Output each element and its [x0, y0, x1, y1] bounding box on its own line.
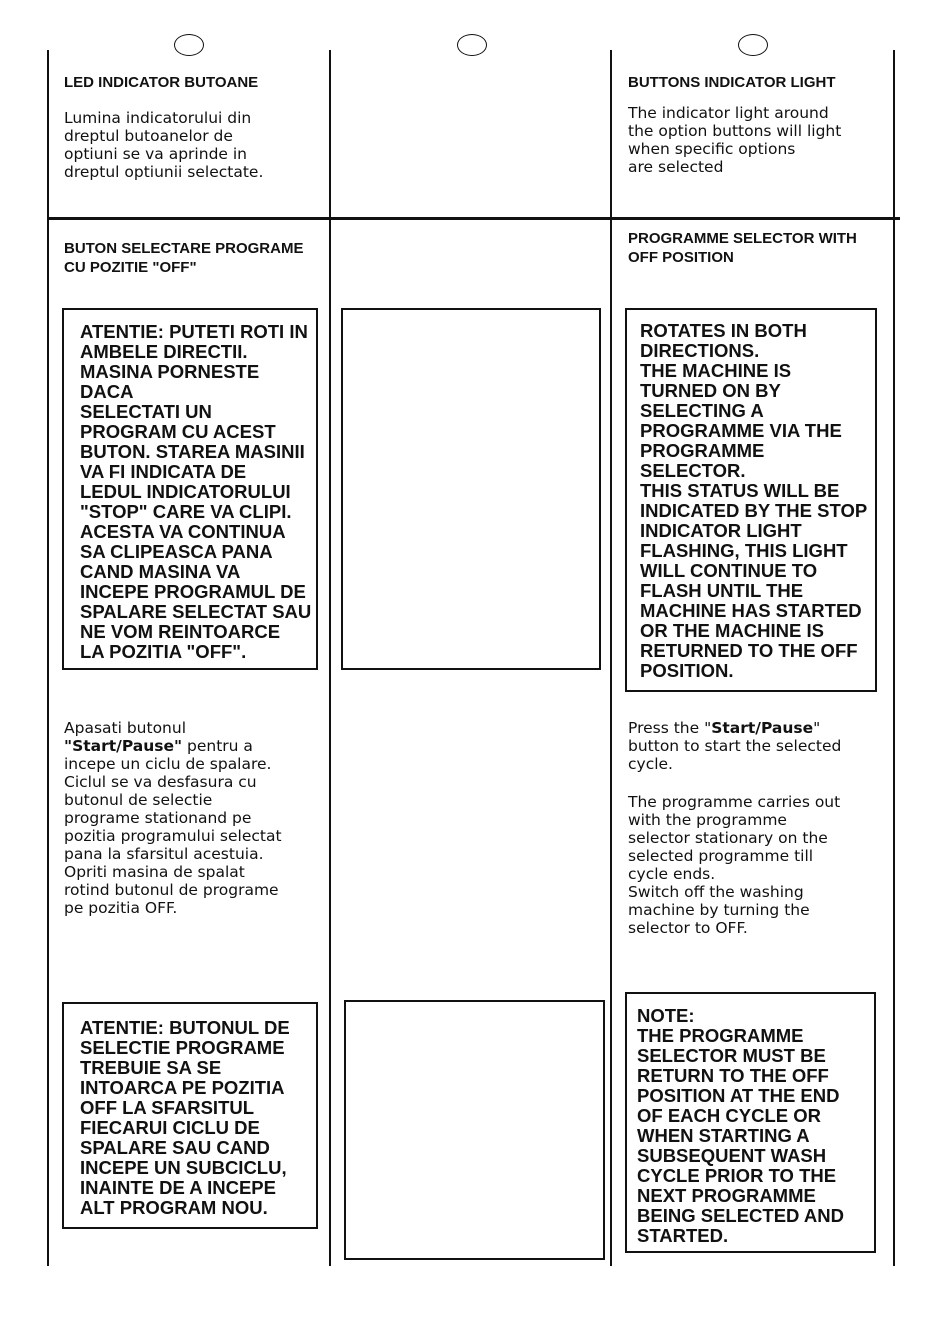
- note-box-text-ro: ATENTIE: BUTONUL DE SELECTIE PROGRAME TREBUIE SA SE INTOARCA PE POZITIA OFF LA SFARSITUL FIECARUI CICLU DE SPALARE SAU CAND INCEPE UN SUBCICLU, INAINTE DE A INCEPE ALT PROGRAM NOU.: [80, 1017, 290, 1218]
- column-divider-center-right: [610, 50, 612, 1266]
- start-pause-intro-en: Press the ": [628, 719, 712, 737]
- warning-box-en: [625, 308, 877, 692]
- warning-box-text-ro: ATENTIE: PUTETI ROTI IN AMBELE DIRECTII. MASINA PORNESTE DACA SELECTATI UN PROGRAM CU ACEST BUTON. STAREA MASINII VA FI INDICATA DE LEDUL INDICATORULUI "STOP" CARE VA CLIPI. ACESTA VA CONTINUA SA CLIPEASCA PANA CAND MASINA VA INCEPE PROGRAMUL DE SPALARE SELECTAT SAU NE VOM REINTOARCE LA POZITIA "OFF".: [80, 321, 312, 662]
- led-indicator-heading-ro: LED INDICATOR BUTOANE: [64, 74, 259, 91]
- start-pause-label-ro: "Start/Pause": [64, 737, 183, 755]
- start-pause-text-en: [628, 719, 841, 773]
- column-divider-center-left: [329, 50, 331, 1266]
- warning-box-ro: [62, 308, 318, 670]
- programme-selector-heading-ro: BUTON SELECTARE PROGRAME CU POZITIE "OFF": [64, 240, 304, 276]
- led-indicator-heading-en: BUTTONS INDICATOR LIGHT: [628, 74, 836, 91]
- start-pause-text-ro: [64, 719, 282, 917]
- column-divider-left: [47, 50, 49, 1266]
- cycle-text-en: The programme carries out with the programme selector stationary on the selected programme till cycle ends. Switch off the washing machine by turning the selector to OFF.: [628, 793, 841, 937]
- language-marker-circle-left: [174, 34, 204, 56]
- start-pause-rest-ro: pentru a incepe un ciclu de spalare. Ciclul se va desfasura cu butonul de selectie programe stationand pe pozitia programului selectat pana la sfarsitul acestuia. Opriti masina de spalat rotind butonul de programe pe pozitia OFF.: [64, 737, 282, 917]
- empty-warning-box-center: [341, 308, 601, 670]
- language-marker-circle-right: [738, 34, 768, 56]
- note-box-text-en: NOTE: THE PROGRAMME SELECTOR MUST BE RETURN TO THE OFF POSITION AT THE END OF EACH CYCLE OR WHEN STARTING A SUBSEQUENT WASH CYCLE PRIOR TO THE NEXT PROGRAMME BEING SELECTED AND STARTED.: [637, 1005, 844, 1246]
- note-box-ro: [62, 1002, 318, 1229]
- led-indicator-text-ro: Lumina indicatorului din dreptul butoanelor de optiuni se va aprinde in dreptul optiunii selectate.: [64, 109, 264, 181]
- programme-selector-heading-en: PROGRAMME SELECTOR WITH OFF POSITION: [628, 230, 857, 266]
- section-divider: [48, 217, 900, 220]
- led-indicator-text-en: The indicator light around the option buttons will light when specific options are selected: [628, 104, 842, 176]
- start-pause-intro-ro: Apasati butonul: [64, 719, 187, 737]
- start-pause-label-en: Start/Pause: [711, 719, 814, 737]
- column-divider-right: [893, 50, 895, 1266]
- language-marker-circle-center: [457, 34, 487, 56]
- note-box-en: [625, 992, 876, 1253]
- empty-note-box-center: [344, 1000, 605, 1260]
- warning-box-text-en: ROTATES IN BOTH DIRECTIONS. THE MACHINE IS TURNED ON BY SELECTING A PROGRAMME VIA THE PROGRAMME SELECTOR. THIS STATUS WILL BE INDICATED BY THE STOP INDICATOR LIGHT FLASHING, THIS LIGHT WILL CONTINUE TO FLASH UNTIL THE MACHINE HAS STARTED OR THE MACHINE IS RETURNED TO THE OFF POSITION.: [640, 320, 868, 681]
- start-pause-rest-en: " button to start the selected cycle.: [628, 719, 842, 773]
